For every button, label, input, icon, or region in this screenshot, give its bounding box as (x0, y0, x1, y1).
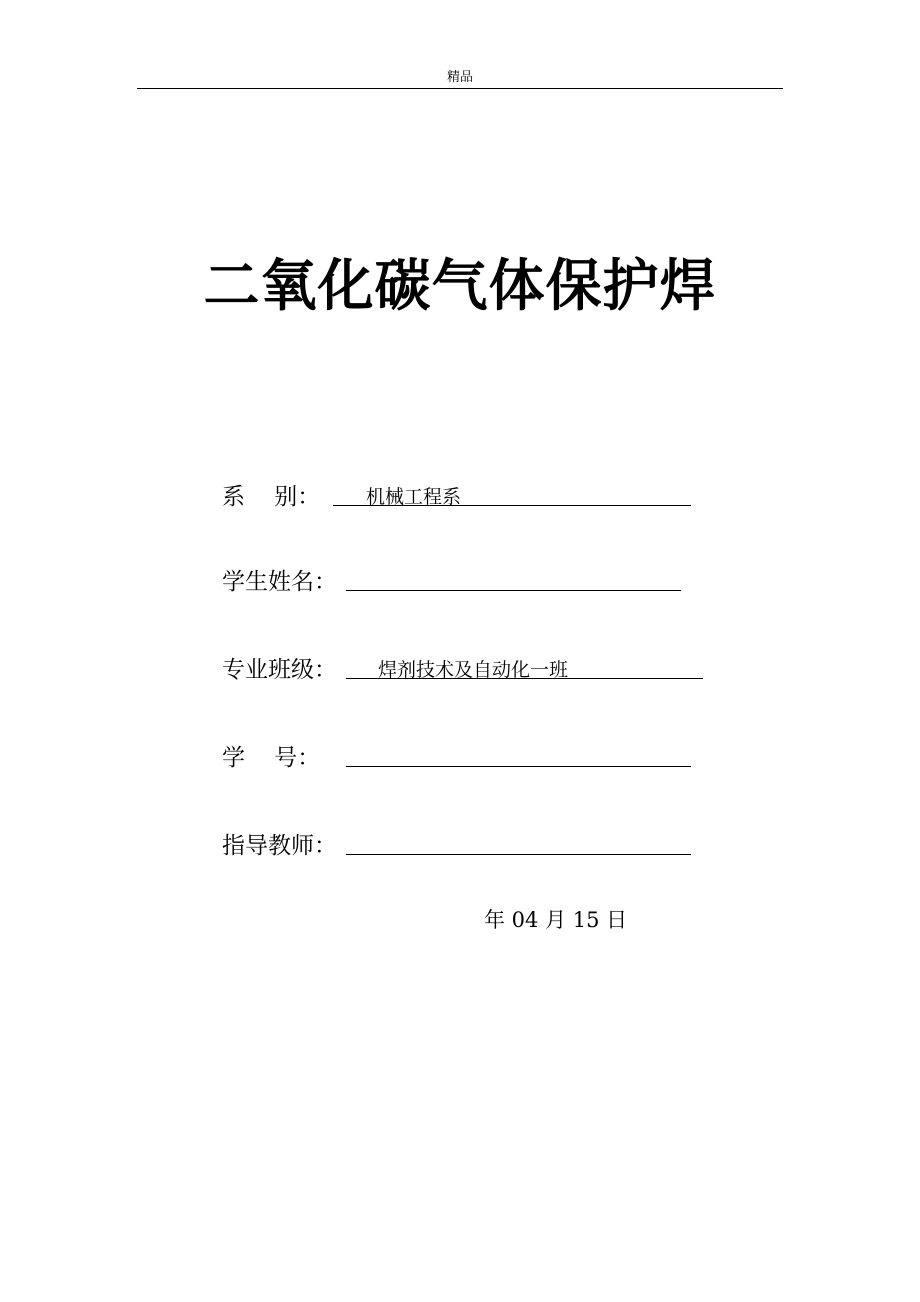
page-header-text: 精品 (446, 70, 473, 85)
major-class-label: 专业班级： (222, 657, 337, 683)
header-rule (137, 88, 783, 89)
department-label: 系 别： (222, 484, 321, 510)
submission-date: 年 04 月 15 日 (484, 908, 628, 932)
document-title: 二氧化碳气体保护焊 (203, 254, 717, 319)
student-id-label: 学 号： (222, 745, 321, 771)
department-value: 机械工程系 (366, 486, 462, 508)
advisor-underline (346, 854, 691, 855)
advisor-label: 指导教师： (222, 833, 337, 859)
student-name-underline (346, 590, 681, 591)
student-id-underline (346, 766, 691, 767)
major-class-value: 焊剂技术及自动化一班 (378, 659, 569, 681)
student-name-label: 学生姓名： (222, 569, 337, 595)
